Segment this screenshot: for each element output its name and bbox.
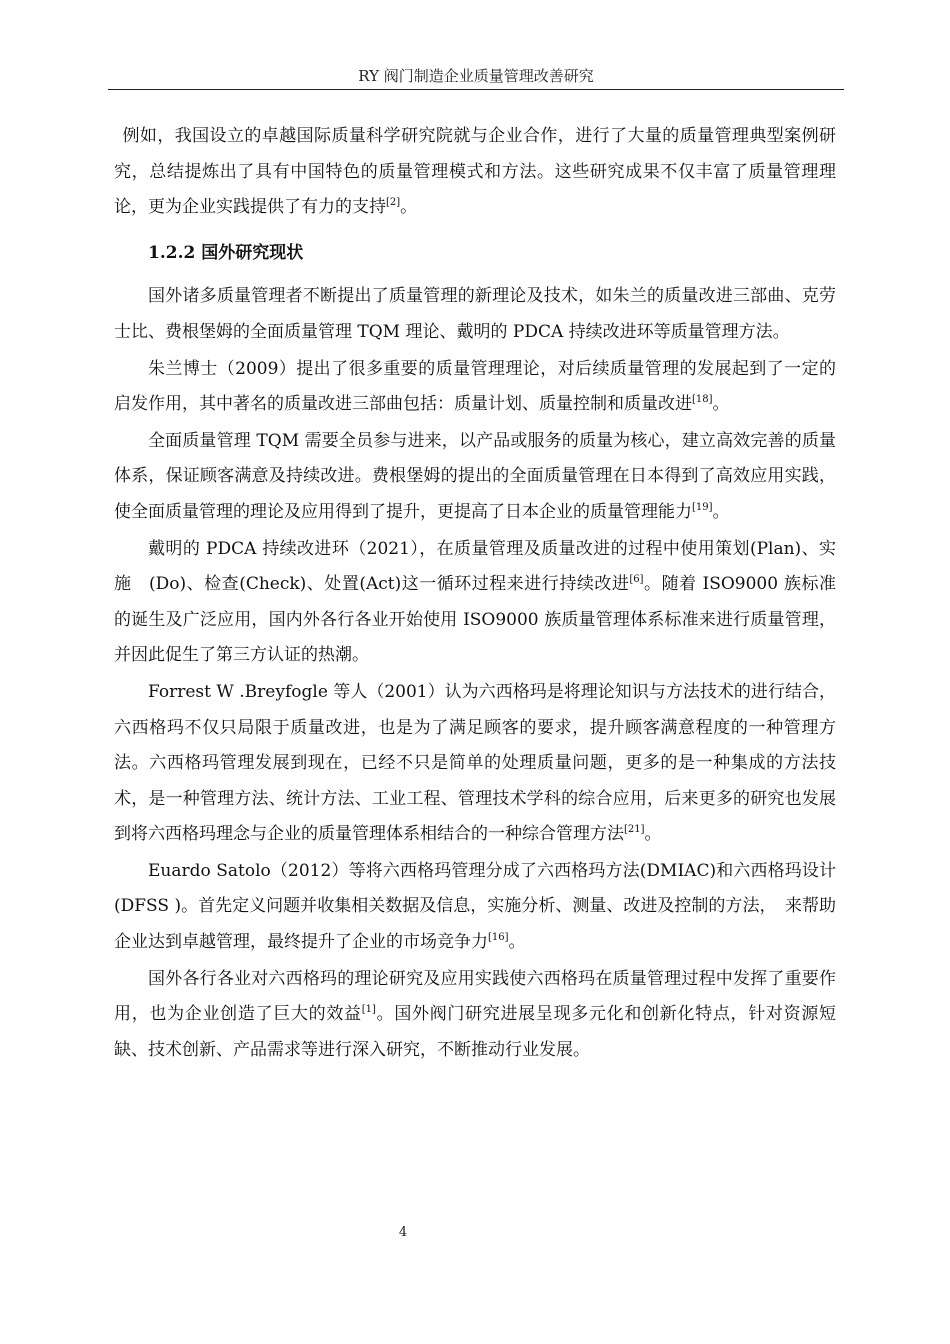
paragraph-6-tail: 。: [644, 824, 662, 845]
paragraph-1-text: 例如，我国设立的卓越国际质量科学研究院就与企业合作，进行了大量的质量管理典型案例研究，总结提炼出了具有中国特色的质量管理模式和方法。这些研究成果不仅丰富了质量管理理论，更为企业实践提供了有力的支持: [114, 126, 836, 218]
paragraph-1: [114, 119, 836, 226]
body-text: [114, 119, 836, 1069]
paragraph-4-text: 全面质量管理 TQM 需要全员参与进来，以产品或服务的质量为核心，建立高效完善的质量体系，保证顾客满意及持续改进。费根堡姆的提出的全面质量管理在日本得到了高效应用实践，使全面质量管理的理论及应用得到了提升，更提高了日本企业的质量管理能力: [114, 430, 836, 522]
paragraph-5-text: 戴明的 PDCA 持续改进环（2021），在质量管理及质量改进的过程中使用策划(Plan)、实施 (Do)、检查(Check)、处置(Act)这一循环过程来进行持续改进: [114, 538, 836, 595]
paragraph-4: [114, 424, 836, 531]
section-heading: 1.2.2 国外研究现状: [148, 242, 304, 263]
citation-1: [1]: [361, 1004, 376, 1016]
paragraph-8-tail: 。国外阀门研究进展呈现多元化和创新化特点，针对资源短缺、技术创新、产品需求等进行深入研究，不断推动行业发展。: [114, 1004, 837, 1060]
paragraph-4-tail: 。: [712, 501, 730, 522]
paragraph-8-text: 国外各行各业对六西格玛的理论研究及应用实践使六西格玛在质量管理过程中发挥了重要作用，也为企业创造了巨大的效益: [114, 968, 836, 1025]
citation-21: [21]: [624, 824, 645, 836]
page-number: 4: [398, 1225, 408, 1240]
paragraph-3-tail: 。: [712, 394, 730, 415]
paragraph-7-text: Euardo Satolo（2012）等将六西格玛管理分成了六西格玛方法(DMIAC)和六西格玛设计(DFSS )。首先定义问题并收集相关数据及信息，实施分析、测量、改进及控制的方法， 来帮助企业达到卓越管理，最终提升了企业的市场竞争力: [114, 860, 836, 953]
paragraph-7-tail: 。: [508, 932, 526, 953]
citation-2: [2]: [386, 197, 401, 209]
header-divider: [108, 89, 844, 90]
paragraph-2: [114, 279, 836, 350]
paragraph-3-text: 朱兰博士（2009）提出了很多重要的质量管理理论，对后续质量管理的发展起到了一定的启发作用，其中著名的质量改进三部曲包括：质量计划、质量控制和质量改进: [114, 358, 836, 415]
citation-6: [6]: [629, 574, 644, 586]
citation-18: [18]: [692, 394, 713, 406]
citation-19: [19]: [692, 501, 713, 513]
paragraph-2-text: 国外诸多质量管理者不断提出了质量管理的新理论及技术，如朱兰的质量改进三部曲、克劳士比、费根堡姆的全面质量管理 TQM 理论、戴明的 PDCA 持续改进环等质量管理方法。: [114, 286, 836, 342]
paragraph-1-tail: 。: [400, 197, 418, 218]
citation-16: [16]: [488, 932, 509, 944]
paragraph-3: [114, 352, 836, 423]
running-header: RY 阀门制造企业质量管理改善研究: [358, 67, 594, 85]
paragraph-7: [114, 854, 836, 961]
paragraph-5: [114, 532, 836, 674]
paragraph-6-text: Forrest W .Breyfogle 等人（2001）认为六西格玛是将理论知识与方法技术的进行结合，六西格玛不仅只局限于质量改进，也是为了满足顾客的要求，提升顾客满意程度的一种管理方法。六西格玛管理发展到现在，已经不只是简单的处理质量问题，更多的是一种集成的方法技术，是一种管理方法、统计方法、工业工程、管理技术学科的综合应用，后来更多的研究也发展到将六西格玛理念与企业的质量管理体系相结合的一种综合管理方法: [114, 681, 836, 845]
paragraph-5-tail: 。随着 ISO9000 族标准的诞生及广泛应用，国内外各行各业开始使用 ISO9000 族质量管理体系标准来进行质量管理，并因此促生了第三方认证的热潮。: [114, 574, 836, 666]
paragraph-6: [114, 675, 836, 853]
paragraph-8: [114, 962, 836, 1069]
